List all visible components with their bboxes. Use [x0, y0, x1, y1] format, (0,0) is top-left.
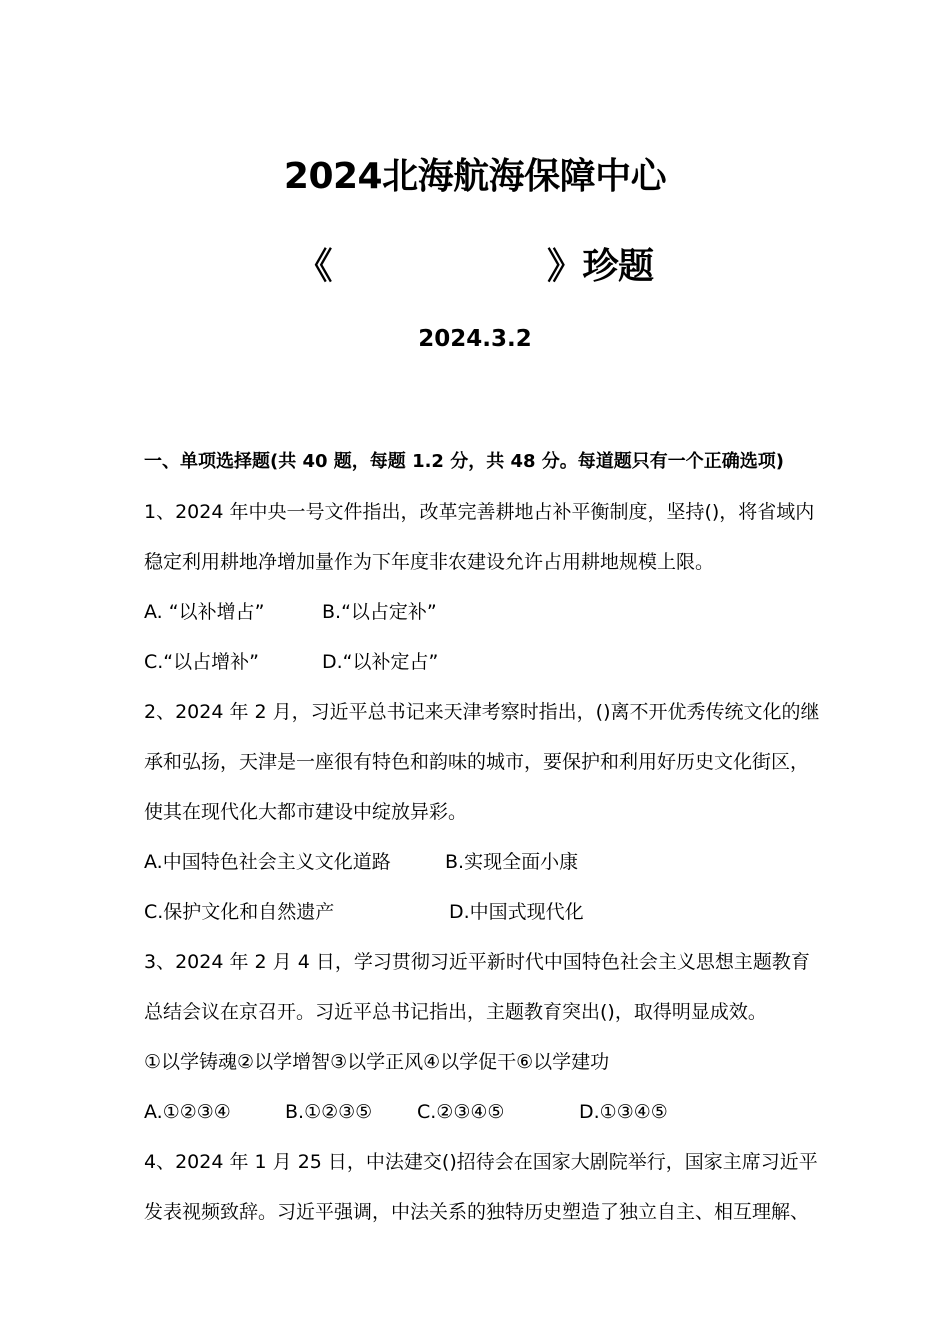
option-d: D.中国式现代化: [449, 901, 584, 923]
option-row: [144, 896, 814, 946]
question-text-line: 2、2024 年 2 月，习近平总书记来天津考察时指出，()离不开优秀传统文化的继: [144, 701, 820, 723]
option-b: B.①②③⑤: [285, 1101, 373, 1123]
question-text-line: 3、2024 年 2 月 4 日，学习贯彻习近平新时代中国特色社会主义思想主题教育: [144, 951, 810, 973]
question-4: [144, 1146, 818, 1246]
option-a: A.中国特色社会主义文化道路: [144, 851, 391, 873]
option-d: D.①③④⑤: [579, 1101, 668, 1123]
option-row: [144, 1096, 814, 1146]
question-3: [144, 946, 814, 1146]
question-text-line: 使其在现代化大都市建设中绽放异彩。: [144, 801, 468, 823]
option-a: A. “以补增占”: [144, 601, 265, 623]
section-heading: 一、单项选择题(共 40 题，每题 1.2 分，共 48 分。每道题只有一个正确选项): [144, 451, 785, 472]
question-text-line: 1、2024 年中央一号文件指出，改革完善耕地占补平衡制度，坚持()，将省域内: [144, 501, 815, 523]
option-row: [144, 646, 814, 696]
question-text-line: 承和弘扬，天津是一座很有特色和韵味的城市，要保护和利用好历史文化街区，: [144, 751, 810, 773]
option-row: [144, 596, 814, 646]
question-text-line: 稳定利用耕地净增加量作为下年度非农建设允许占用耕地规模上限。: [144, 551, 715, 573]
option-a: A.①②③④: [144, 1101, 231, 1123]
question-1: [144, 496, 814, 696]
subtitle-open-bracket: 《: [296, 246, 332, 287]
option-c: C.②③④⑤: [417, 1101, 505, 1123]
document-subtitle: [0, 238, 950, 289]
question-2: [144, 696, 820, 946]
question-text-line: 发表视频致辞。习近平强调，中法关系的独特历史塑造了独立自主、相互理解、: [144, 1201, 810, 1223]
subtitle-close-bracket: 》珍题: [547, 246, 654, 287]
document-date: 2024.3.2: [418, 326, 532, 352]
option-row: [144, 846, 814, 896]
option-d: D.“以补定占”: [322, 651, 439, 673]
question-statements: ①以学铸魂②以学增智③以学正风④以学促干⑥以学建功: [144, 1051, 610, 1073]
option-c: C.“以占增补”: [144, 651, 259, 673]
question-text-line: 4、2024 年 1 月 25 日，中法建交()招待会在国家大剧院举行，国家主席习近平: [144, 1151, 818, 1173]
document-title: 2024北海航海保障中心: [283, 156, 667, 197]
document-body: [144, 446, 820, 1246]
question-text-line: 总结会议在京召开。习近平总书记指出，主题教育突出()，取得明显成效。: [144, 1001, 767, 1023]
option-c: C.保护文化和自然遗产: [144, 901, 335, 923]
option-b: B.“以占定补”: [322, 601, 437, 623]
option-b: B.实现全面小康: [445, 851, 579, 873]
